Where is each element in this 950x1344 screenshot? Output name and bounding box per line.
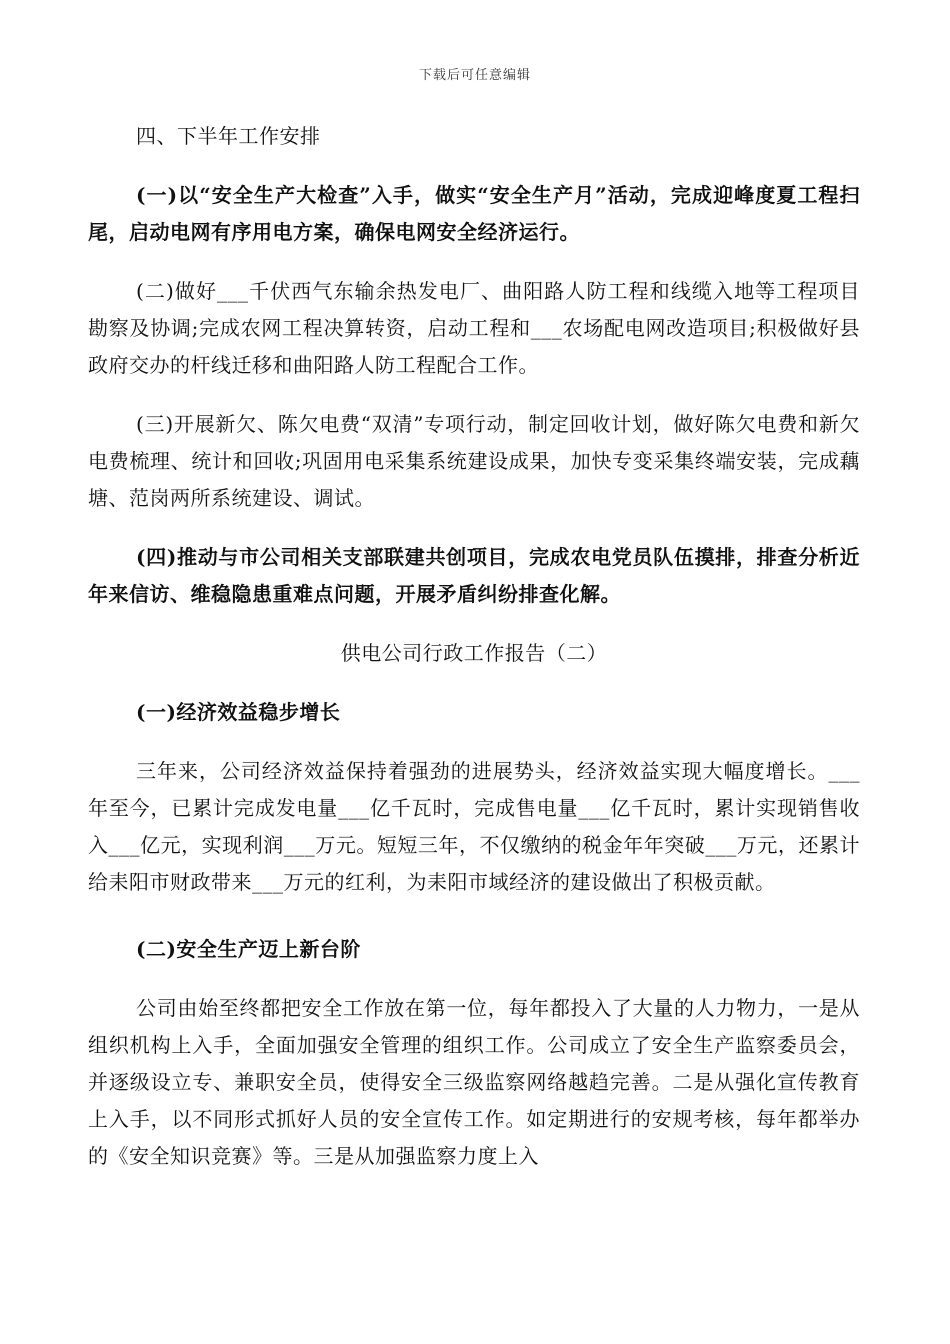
plan-item-1: (一)以“安全生产大检查”入手，做实“安全生产月”活动，完成迎峰度夏工程扫尾，启动电网有序用电方案，确保电网安全经济运行。: [88, 183, 860, 244]
plan-item-3: (三)开展新欠、陈欠电费“双清”专项行动，制定回收计划，做好陈欠电费和新欠电费梳理、统计和回收;巩固用电采集系统建设成果，加快专变采集终端安装，完成藕塘、范岗两所系统建设、调试。: [88, 412, 860, 510]
plan-item-4: (四)推动与市公司相关支部联建共创项目，完成农电党员队伍摸排，排查分析近年来信访、维稳隐患重难点问题，开展矛盾纠纷排查化解。: [88, 545, 860, 606]
plan-item-2: (二)做好___千伏西气东输余热发电厂、曲阳路人防工程和线缆入地等工程项目勘察及协调;完成农网工程决算转资，启动工程和___农场配电网改造项目;积极做好县政府交办的杆线迁移和曲阳路人防工程配合工作。: [88, 279, 860, 377]
subsection-body-economic: 三年来，公司经济效益保持着强劲的进展势头，经济效益实现大幅度增长。___年至今，已累计完成发电量___亿千瓦时，完成售电量___亿千瓦时，累计实现销售收入___亿元，实现利润___万元。短短三年，不仅缴纳的税金年年突破___万元，还累计给耒阳市财政带来___万元的红利，为耒阳市域经济的建设做出了积极贡献。: [88, 759, 860, 894]
section-heading-second-half-plan: 四、下半年工作安排: [136, 124, 321, 148]
subsection-title-economic: (一)经济效益稳步增长: [136, 700, 341, 724]
report-title: 供电公司行政工作报告（二）: [340, 641, 608, 665]
page-header-note: 下载后可任意编辑: [418, 68, 531, 83]
document-body: [88, 118, 860, 1175]
subsection-title-safety: (二)安全生产迈上新台阶: [136, 937, 361, 961]
subsection-body-safety: 公司由始至终都把安全工作放在第一位，每年都投入了大量的人力物力，一是从组织机构上入手，全面加强安全管理的组织工作。公司成立了安全生产监察委员会，并逐级设立专、兼职安全员，使得安全三级监察网络越趋完善。二是从强化宣传教育上入手，以不同形式抓好人员的安全宣传工作。如定期进行的安规考核，每年都举办的《安全知识竞赛》等。三是从加强监察力度上入: [88, 996, 860, 1168]
